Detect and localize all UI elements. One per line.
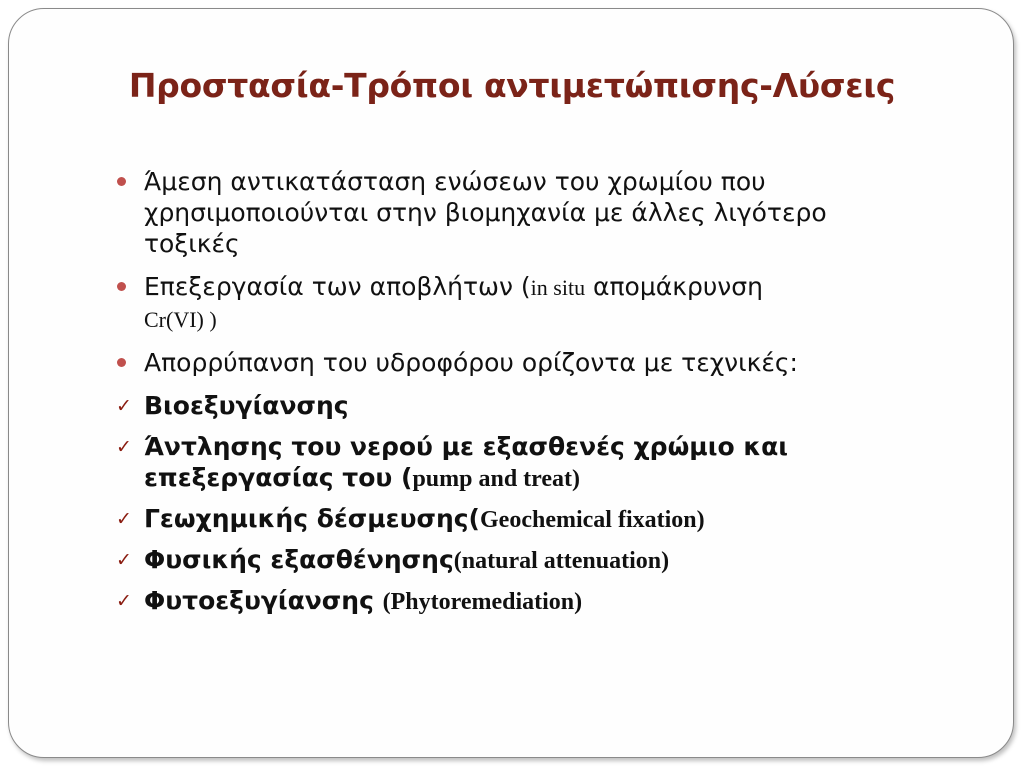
- bullet-latin-text: in situ: [530, 275, 586, 300]
- checkmark-icon: ✓: [116, 436, 132, 458]
- bullet-dot-icon: [117, 177, 126, 186]
- check-text: Βιοεξυγίανσης: [144, 391, 349, 420]
- bullet-text: Απορρύπανση του υδροφόρου ορίζοντα με τεχνικές:: [144, 348, 798, 377]
- check-latin-text: (natural attenuation): [453, 548, 670, 574]
- slide-title: Προστασία-Τρόποι αντιμετώπισης-Λύσεις: [128, 66, 896, 105]
- checkmark-icon: ✓: [116, 395, 132, 417]
- check-text: Φυτοεξυγίανσης: [144, 586, 383, 615]
- check-item: [116, 431, 926, 495]
- checkmark-icon: ✓: [116, 549, 132, 571]
- bullet-dot-icon: [117, 358, 126, 367]
- check-item: [116, 585, 926, 618]
- bullet-item: [116, 347, 926, 378]
- check-text: Φυσικής εξασθένησης: [144, 545, 454, 574]
- bullet-dot-icon: [117, 282, 126, 291]
- checkmark-icon: ✓: [116, 508, 132, 530]
- check-text: Άντλησης του νερού με εξασθενές χρώμιο και επεξεργασίας του (: [144, 432, 788, 492]
- check-latin-text: (Phytoremediation): [382, 589, 583, 615]
- check-text: Γεωχημικής δέσμευσης(: [144, 504, 480, 533]
- bullet-text: Άμεση αντικατάσταση ενώσεων του χρωμίου που χρησιμοποιούνται στην βιομηχανία με άλλες λιγότερο τοξικές: [144, 167, 827, 258]
- bullet-latin-text: Cr(VI) ): [144, 307, 217, 332]
- bullet-item: [116, 166, 926, 259]
- check-item: [116, 503, 926, 536]
- check-item: [116, 390, 926, 423]
- bullet-text: απομάκρυνση: [585, 272, 763, 301]
- check-latin-text: pump and treat): [412, 466, 581, 492]
- checkmark-icon: ✓: [116, 590, 132, 612]
- check-item: [116, 544, 926, 577]
- slide-content-list: [116, 166, 926, 626]
- bullet-item: [116, 271, 926, 335]
- check-latin-text: Geochemical fixation): [480, 507, 705, 533]
- bullet-text: Επεξεργασία των αποβλήτων (: [144, 272, 531, 301]
